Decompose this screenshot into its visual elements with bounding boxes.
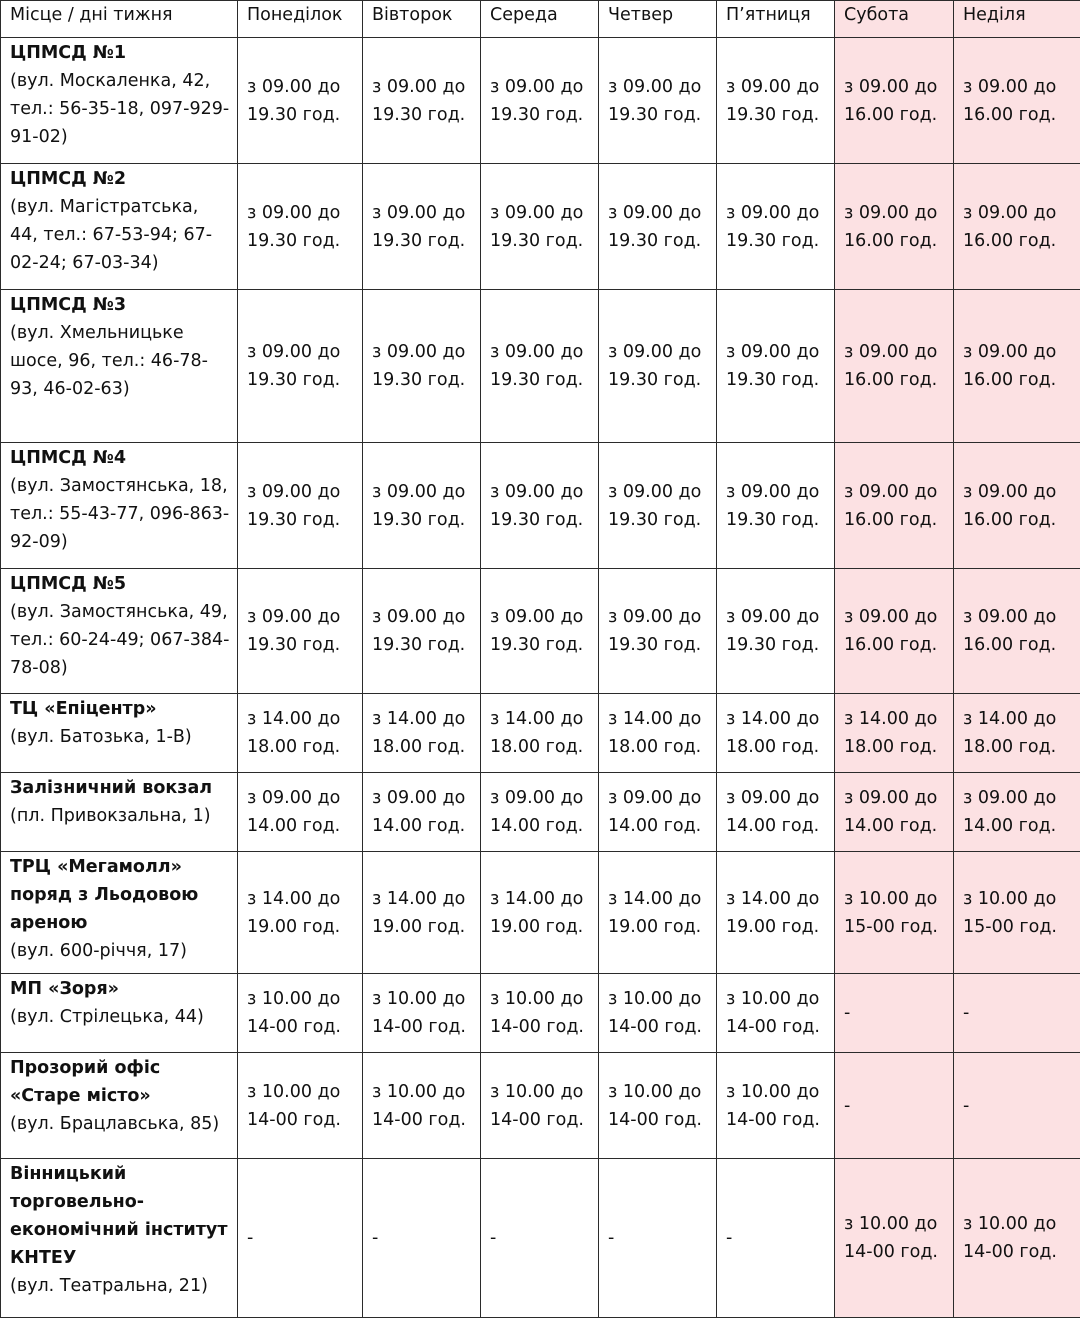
hours-line: з 09.00 до xyxy=(247,338,356,366)
weekday-hours-cell xyxy=(717,443,835,569)
hours-line: 19.30 год. xyxy=(726,101,828,129)
table-row xyxy=(1,852,1080,974)
hours-line: з 09.00 до xyxy=(726,199,828,227)
hours-line: з 09.00 до xyxy=(963,73,1074,101)
weekday-hours-cell xyxy=(599,773,717,852)
weekday-hours-cell xyxy=(481,290,599,443)
hours-line: 14.00 год. xyxy=(608,812,710,840)
table-row xyxy=(1,290,1080,443)
weekend-hours-cell xyxy=(835,164,954,290)
place-cell xyxy=(1,1053,238,1159)
hours-line: з 14.00 до xyxy=(490,705,592,733)
hours-line: 14.00 год. xyxy=(247,812,356,840)
weekday-hours-cell xyxy=(481,1053,599,1159)
hours-line: 19.30 год. xyxy=(490,366,592,394)
hours-line: 19.30 год. xyxy=(608,366,710,394)
hours-line: 18.00 год. xyxy=(490,733,592,761)
hours-line: з 09.00 до xyxy=(247,478,356,506)
hours-line: 14.00 год. xyxy=(490,812,592,840)
hours-line: 19.30 год. xyxy=(247,506,356,534)
table-row xyxy=(1,694,1080,773)
weekday-hours-cell xyxy=(599,694,717,773)
weekday-hours-cell xyxy=(599,569,717,694)
header-day: Середа xyxy=(481,1,599,38)
place-cell xyxy=(1,694,238,773)
weekday-hours-cell xyxy=(238,1053,363,1159)
hours-line: 19.30 год. xyxy=(372,366,474,394)
weekend-hours-cell xyxy=(954,443,1080,569)
hours-line: з 09.00 до xyxy=(490,478,592,506)
hours-line: з 09.00 до xyxy=(490,338,592,366)
hours-line: з 10.00 до xyxy=(844,1210,947,1238)
hours-line: 16.00 год. xyxy=(963,506,1074,534)
hours-line: 14-00 год. xyxy=(608,1013,710,1041)
hours-line: 16.00 год. xyxy=(844,366,947,394)
weekend-hours-cell xyxy=(954,773,1080,852)
closed-dash: - xyxy=(372,1224,474,1252)
hours-line: з 09.00 до xyxy=(844,603,947,631)
weekend-hours-cell xyxy=(954,569,1080,694)
hours-line: з 10.00 до xyxy=(963,885,1074,913)
hours-line: 18.00 год. xyxy=(844,733,947,761)
weekend-hours-cell xyxy=(835,694,954,773)
hours-line: з 09.00 до xyxy=(247,73,356,101)
weekday-hours-cell xyxy=(481,569,599,694)
hours-line: з 10.00 до xyxy=(490,1078,592,1106)
closed-dash: - xyxy=(844,1092,947,1120)
table-row xyxy=(1,164,1080,290)
hours-line: 19.00 год. xyxy=(372,913,474,941)
weekday-hours-cell xyxy=(363,443,481,569)
hours-line: 15-00 год. xyxy=(963,913,1074,941)
hours-line: з 10.00 до xyxy=(608,985,710,1013)
weekday-hours-cell xyxy=(363,694,481,773)
hours-line: 16.00 год. xyxy=(963,101,1074,129)
hours-line: з 09.00 до xyxy=(372,199,474,227)
hours-line: 19.30 год. xyxy=(608,227,710,255)
hours-line: 19.00 год. xyxy=(490,913,592,941)
weekday-hours-cell xyxy=(238,1159,363,1318)
weekend-hours-cell xyxy=(954,852,1080,974)
weekend-hours-cell xyxy=(954,290,1080,443)
hours-line: з 09.00 до xyxy=(726,73,828,101)
weekday-hours-cell xyxy=(717,1159,835,1318)
weekend-hours-cell xyxy=(835,1053,954,1159)
hours-line: 14-00 год. xyxy=(372,1013,474,1041)
hours-line: з 09.00 до xyxy=(372,603,474,631)
hours-line: 19.30 год. xyxy=(608,631,710,659)
place-name: Прозорий офіс «Старе місто» xyxy=(10,1054,231,1110)
hours-line: з 10.00 до xyxy=(247,985,356,1013)
hours-line: 14.00 год. xyxy=(372,812,474,840)
hours-line: 18.00 год. xyxy=(372,733,474,761)
hours-line: з 09.00 до xyxy=(608,784,710,812)
hours-line: 19.30 год. xyxy=(490,631,592,659)
place-cell xyxy=(1,443,238,569)
hours-line: з 10.00 до xyxy=(372,1078,474,1106)
hours-line: з 09.00 до xyxy=(726,603,828,631)
weekday-hours-cell xyxy=(481,694,599,773)
place-name: Залізничний вокзал xyxy=(10,774,231,802)
hours-line: 14-00 год. xyxy=(608,1106,710,1134)
closed-dash: - xyxy=(844,999,947,1027)
hours-line: з 14.00 до xyxy=(726,705,828,733)
hours-line: 19.30 год. xyxy=(726,227,828,255)
weekday-hours-cell xyxy=(481,1159,599,1318)
hours-line: з 09.00 до xyxy=(844,338,947,366)
hours-line: 19.30 год. xyxy=(247,227,356,255)
weekday-hours-cell xyxy=(238,164,363,290)
closed-dash: - xyxy=(963,999,1074,1027)
weekday-hours-cell xyxy=(599,852,717,974)
header-day-weekend: Субота xyxy=(835,1,954,38)
hours-line: з 14.00 до xyxy=(726,885,828,913)
hours-line: з 14.00 до xyxy=(247,705,356,733)
weekday-hours-cell xyxy=(363,1159,481,1318)
weekday-hours-cell xyxy=(599,974,717,1053)
place-cell xyxy=(1,852,238,974)
weekend-hours-cell xyxy=(835,852,954,974)
hours-line: 18.00 год. xyxy=(963,733,1074,761)
hours-line: з 09.00 до xyxy=(726,338,828,366)
header-day: Четвер xyxy=(599,1,717,38)
hours-line: 19.30 год. xyxy=(490,101,592,129)
hours-line: 19.30 год. xyxy=(726,366,828,394)
place-name: ЦПМСД №2 xyxy=(10,165,231,193)
hours-line: з 09.00 до xyxy=(608,603,710,631)
hours-line: з 09.00 до xyxy=(247,784,356,812)
hours-line: з 09.00 до xyxy=(963,199,1074,227)
place-cell xyxy=(1,1159,238,1318)
hours-line: 14-00 год. xyxy=(372,1106,474,1134)
hours-line: з 14.00 до xyxy=(372,885,474,913)
weekday-hours-cell xyxy=(238,290,363,443)
weekday-hours-cell xyxy=(717,164,835,290)
hours-line: 14-00 год. xyxy=(963,1238,1074,1266)
weekday-hours-cell xyxy=(363,852,481,974)
hours-line: з 14.00 до xyxy=(247,885,356,913)
hours-line: з 09.00 до xyxy=(490,784,592,812)
hours-line: 19.30 год. xyxy=(608,506,710,534)
hours-line: 14-00 год. xyxy=(247,1106,356,1134)
place-cell xyxy=(1,164,238,290)
table-row xyxy=(1,443,1080,569)
weekday-hours-cell xyxy=(599,1159,717,1318)
hours-line: з 14.00 до xyxy=(490,885,592,913)
hours-line: з 10.00 до xyxy=(247,1078,356,1106)
hours-line: 19.30 год. xyxy=(247,631,356,659)
place-cell xyxy=(1,974,238,1053)
closed-dash: - xyxy=(963,1092,1074,1120)
weekday-hours-cell xyxy=(238,38,363,164)
weekday-hours-cell xyxy=(238,852,363,974)
hours-line: з 09.00 до xyxy=(844,199,947,227)
hours-line: 14-00 год. xyxy=(490,1106,592,1134)
hours-line: 19.30 год. xyxy=(372,631,474,659)
weekend-hours-cell xyxy=(954,1053,1080,1159)
weekend-hours-cell xyxy=(835,974,954,1053)
hours-line: 19.30 год. xyxy=(372,227,474,255)
weekday-hours-cell xyxy=(238,443,363,569)
place-address: (вул. 600-річчя, 17) xyxy=(10,937,231,965)
weekend-hours-cell xyxy=(954,694,1080,773)
hours-line: з 10.00 до xyxy=(844,885,947,913)
hours-line: з 09.00 до xyxy=(490,199,592,227)
place-address: (вул. Хмельницьке шосе, 96, тел.: 46-78-93, 46-02-63) xyxy=(10,319,231,403)
weekday-hours-cell xyxy=(481,38,599,164)
place-cell xyxy=(1,569,238,694)
hours-line: 16.00 год. xyxy=(963,227,1074,255)
hours-line: 14-00 год. xyxy=(247,1013,356,1041)
weekday-hours-cell xyxy=(481,852,599,974)
hours-line: з 09.00 до xyxy=(963,603,1074,631)
hours-line: 14.00 год. xyxy=(726,812,828,840)
weekday-hours-cell xyxy=(717,974,835,1053)
header-place: Місце / дні тижня xyxy=(1,1,238,38)
weekday-hours-cell xyxy=(717,852,835,974)
hours-line: з 10.00 до xyxy=(726,985,828,1013)
place-address: (вул. Москаленка, 42, тел.: 56-35-18, 097-929-91-02) xyxy=(10,67,231,151)
weekday-hours-cell xyxy=(717,773,835,852)
hours-line: з 09.00 до xyxy=(490,603,592,631)
place-name: Вінницький торговельно-економічний інститут КНТЕУ xyxy=(10,1160,231,1272)
header-day-weekend: Неділя xyxy=(954,1,1080,38)
closed-dash: - xyxy=(726,1224,828,1252)
weekday-hours-cell xyxy=(599,38,717,164)
weekday-hours-cell xyxy=(238,569,363,694)
place-address: (вул. Брацлавська, 85) xyxy=(10,1110,231,1138)
hours-line: 15-00 год. xyxy=(844,913,947,941)
hours-line: 16.00 год. xyxy=(844,631,947,659)
hours-line: 16.00 год. xyxy=(844,506,947,534)
weekday-hours-cell xyxy=(363,164,481,290)
hours-line: з 14.00 до xyxy=(844,705,947,733)
hours-line: 19.30 год. xyxy=(608,101,710,129)
hours-line: з 14.00 до xyxy=(608,885,710,913)
weekday-hours-cell xyxy=(363,773,481,852)
table-row xyxy=(1,38,1080,164)
weekday-hours-cell xyxy=(717,694,835,773)
header-day: Понеділок xyxy=(238,1,363,38)
hours-line: 19.30 год. xyxy=(247,101,356,129)
weekend-hours-cell xyxy=(954,164,1080,290)
hours-line: 14-00 год. xyxy=(844,1238,947,1266)
hours-line: з 10.00 до xyxy=(726,1078,828,1106)
weekend-hours-cell xyxy=(835,773,954,852)
hours-line: 19.00 год. xyxy=(726,913,828,941)
hours-line: з 09.00 до xyxy=(608,73,710,101)
hours-line: з 14.00 до xyxy=(963,705,1074,733)
closed-dash: - xyxy=(247,1224,356,1252)
weekend-hours-cell xyxy=(835,38,954,164)
weekday-hours-cell xyxy=(481,773,599,852)
hours-line: з 14.00 до xyxy=(372,705,474,733)
hours-line: 18.00 год. xyxy=(247,733,356,761)
hours-line: 19.30 год. xyxy=(247,366,356,394)
place-name: МП «Зоря» xyxy=(10,975,231,1003)
hours-line: з 09.00 до xyxy=(844,73,947,101)
weekday-hours-cell xyxy=(717,1053,835,1159)
weekday-hours-cell xyxy=(717,569,835,694)
place-name: ЦПМСД №3 xyxy=(10,291,231,319)
weekday-hours-cell xyxy=(238,694,363,773)
weekday-hours-cell xyxy=(599,1053,717,1159)
hours-line: з 09.00 до xyxy=(247,603,356,631)
hours-line: з 10.00 до xyxy=(608,1078,710,1106)
hours-line: з 09.00 до xyxy=(608,478,710,506)
weekday-hours-cell xyxy=(717,38,835,164)
header-day: П’ятниця xyxy=(717,1,835,38)
place-name: ТЦ «Епіцентр» xyxy=(10,695,231,723)
place-address: (вул. Батозька, 1-В) xyxy=(10,723,231,751)
weekday-hours-cell xyxy=(481,443,599,569)
place-name: ТРЦ «Мегамолл» поряд з Льодовою ареною xyxy=(10,853,231,937)
closed-dash: - xyxy=(490,1224,592,1252)
hours-line: 16.00 год. xyxy=(844,101,947,129)
hours-line: з 09.00 до xyxy=(372,784,474,812)
weekday-hours-cell xyxy=(363,1053,481,1159)
table-row xyxy=(1,773,1080,852)
hours-line: 14-00 год. xyxy=(490,1013,592,1041)
weekday-hours-cell xyxy=(599,290,717,443)
table-row xyxy=(1,1159,1080,1318)
place-address: (вул. Замостянська, 18, тел.: 55-43-77, 096-863-92-09) xyxy=(10,472,231,556)
hours-line: з 09.00 до xyxy=(844,784,947,812)
hours-line: з 09.00 до xyxy=(844,478,947,506)
weekday-hours-cell xyxy=(481,164,599,290)
weekday-hours-cell xyxy=(363,38,481,164)
weekday-hours-cell xyxy=(363,569,481,694)
weekend-hours-cell xyxy=(835,290,954,443)
weekend-hours-cell xyxy=(954,974,1080,1053)
place-name: ЦПМСД №5 xyxy=(10,570,231,598)
hours-line: 19.30 год. xyxy=(372,101,474,129)
weekend-hours-cell xyxy=(954,1159,1080,1318)
hours-line: 19.30 год. xyxy=(490,506,592,534)
hours-line: з 09.00 до xyxy=(726,784,828,812)
weekend-hours-cell xyxy=(835,569,954,694)
place-address: (пл. Привокзальна, 1) xyxy=(10,802,231,830)
weekend-hours-cell xyxy=(835,1159,954,1318)
place-name: ЦПМСД №4 xyxy=(10,444,231,472)
table-row xyxy=(1,1053,1080,1159)
header-day: Вівторок xyxy=(363,1,481,38)
hours-line: з 09.00 до xyxy=(372,478,474,506)
hours-line: з 09.00 до xyxy=(963,478,1074,506)
weekday-hours-cell xyxy=(599,443,717,569)
hours-line: 19.30 год. xyxy=(372,506,474,534)
hours-line: з 09.00 до xyxy=(963,784,1074,812)
table-row xyxy=(1,974,1080,1053)
hours-line: 18.00 год. xyxy=(608,733,710,761)
hours-line: 16.00 год. xyxy=(844,227,947,255)
hours-line: 18.00 год. xyxy=(726,733,828,761)
weekday-hours-cell xyxy=(238,974,363,1053)
weekend-hours-cell xyxy=(954,38,1080,164)
place-cell xyxy=(1,773,238,852)
hours-line: 19.30 год. xyxy=(726,506,828,534)
weekday-hours-cell xyxy=(599,164,717,290)
place-name: ЦПМСД №1 xyxy=(10,39,231,67)
weekday-hours-cell xyxy=(363,290,481,443)
hours-line: 16.00 год. xyxy=(963,366,1074,394)
hours-line: з 09.00 до xyxy=(608,199,710,227)
hours-line: 14.00 год. xyxy=(844,812,947,840)
hours-line: 19.00 год. xyxy=(608,913,710,941)
hours-line: з 09.00 до xyxy=(247,199,356,227)
hours-line: з 09.00 до xyxy=(372,73,474,101)
weekday-hours-cell xyxy=(363,974,481,1053)
place-address: (вул. Замостянська, 49, тел.: 60-24-49; 067-384-78-08) xyxy=(10,598,231,682)
hours-line: 19.30 год. xyxy=(726,631,828,659)
hours-line: 14-00 год. xyxy=(726,1013,828,1041)
hours-line: з 09.00 до xyxy=(608,338,710,366)
place-cell xyxy=(1,38,238,164)
closed-dash: - xyxy=(608,1224,710,1252)
weekday-hours-cell xyxy=(481,974,599,1053)
place-address: (вул. Театральна, 21) xyxy=(10,1272,231,1300)
hours-line: 19.30 год. xyxy=(490,227,592,255)
place-address: (вул. Магістратська, 44, тел.: 67-53-94; 67-02-24; 67-03-34) xyxy=(10,193,231,277)
hours-line: з 09.00 до xyxy=(490,73,592,101)
hours-line: з 10.00 до xyxy=(963,1210,1074,1238)
hours-line: 14-00 год. xyxy=(726,1106,828,1134)
hours-line: з 10.00 до xyxy=(490,985,592,1013)
hours-line: з 09.00 до xyxy=(963,338,1074,366)
weekend-hours-cell xyxy=(835,443,954,569)
place-cell xyxy=(1,290,238,443)
hours-line: з 14.00 до xyxy=(608,705,710,733)
weekday-hours-cell xyxy=(238,773,363,852)
place-address: (вул. Стрілецька, 44) xyxy=(10,1003,231,1031)
weekday-hours-cell xyxy=(717,290,835,443)
hours-line: з 10.00 до xyxy=(372,985,474,1013)
table-row xyxy=(1,569,1080,694)
hours-line: з 09.00 до xyxy=(726,478,828,506)
header-row xyxy=(1,1,1080,38)
hours-line: з 09.00 до xyxy=(372,338,474,366)
hours-line: 19.00 год. xyxy=(247,913,356,941)
hours-line: 14.00 год. xyxy=(963,812,1074,840)
hours-line: 16.00 год. xyxy=(963,631,1074,659)
